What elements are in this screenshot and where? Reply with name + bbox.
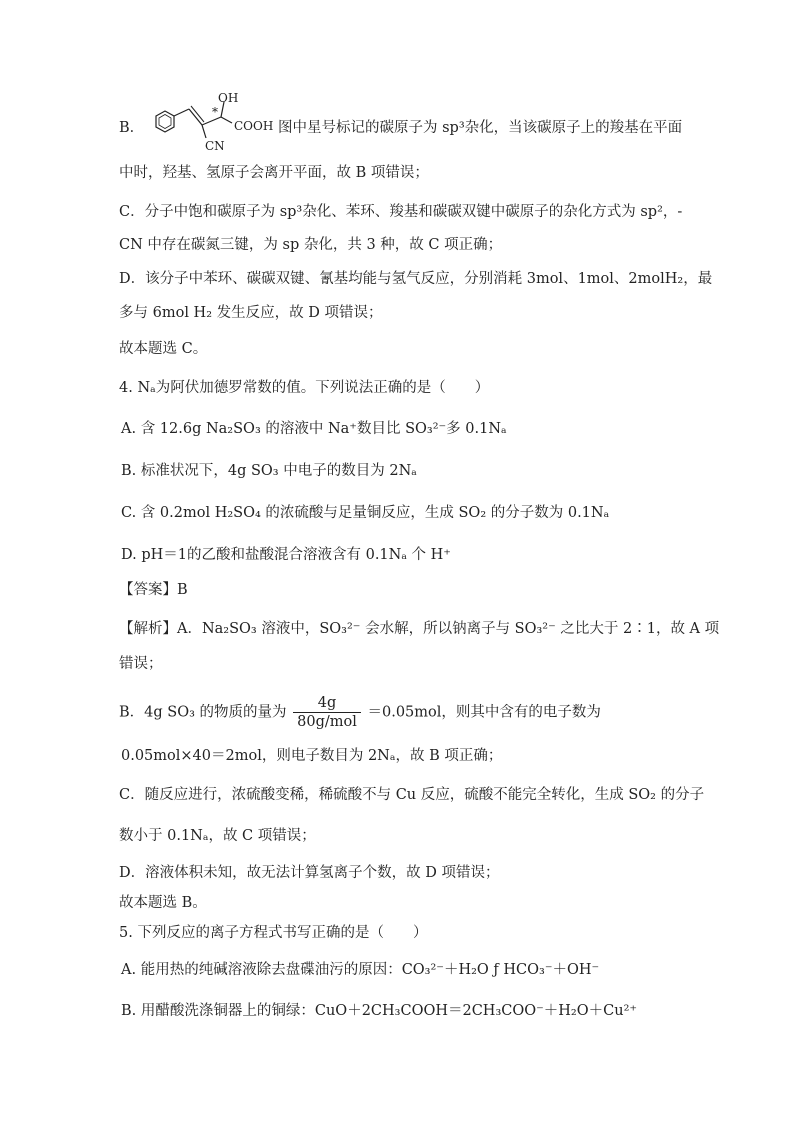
molecule-star-label: * (212, 105, 218, 119)
q4-explanation-b-line2: 0.05mol×40＝2mol，则电子数目为 2Nₐ，故 B 项正确； (121, 748, 503, 764)
molecule-oh-label: OH (218, 91, 239, 105)
option-b-line2: 中时，羟基、氢原子会离开平面，故 B 项错误； (119, 165, 429, 181)
q4-explanation-d: D．溶液体积未知，故无法计算氢离子个数，故 D 项错误； (119, 865, 500, 881)
fraction (293, 694, 361, 731)
question-4-option-d: D. pH＝1的乙酸和盐酸混合溶液含有 0.1Nₐ 个 H⁺ (121, 547, 451, 563)
q4-explanation-c-line2: 数小于 0.1Nₐ，故 C 项错误； (119, 828, 316, 844)
conclusion-q3: 故本题选 C。 (119, 341, 208, 357)
fraction-denominator: 80g/mol (297, 714, 357, 730)
molecule-structure (142, 90, 277, 154)
q4-explanation-c-line1: C．随反应进行，浓硫酸变稀，稀硫酸不与 Cu 反应，硫酸不能完全转化，生成 SO₂ 的分子 (119, 787, 705, 803)
q4-exp-b-prefix: B．4g SO₃ 的物质的量为 (119, 704, 287, 721)
option-c-line1: C．分子中饱和碳原子为 sp³杂化、苯环、羧基和碳碳双键中碳原子的杂化方式为 sp²，- (119, 204, 683, 220)
option-d-line2: 多与 6mol H₂ 发生反应，故 D 项错误； (119, 305, 383, 321)
q4-exp-b-suffix: ＝0.05mol，则其中含有的电子数为 (367, 704, 601, 721)
question-4-option-b: B. 标准状况下，4g SO₃ 中电子的数目为 2Nₐ (121, 463, 417, 479)
option-c-line2: CN 中存在碳氮三键，为 sp 杂化，共 3 种，故 C 项正确； (119, 237, 503, 253)
question-4-stem: 4. Nₐ为阿伏加德罗常数的值。下列说法正确的是（ ） (119, 380, 490, 396)
molecule-cn-label: CN (205, 139, 225, 153)
question-5-option-a: A. 能用热的纯碱溶液除去盘碟油污的原因：CO₃²⁻＋H₂O ƒ HCO₃⁻＋OH⁻ (121, 962, 600, 978)
question-5-stem: 5. 下列反应的离子方程式书写正确的是（ ） (119, 925, 428, 941)
question-4-option-c: C. 含 0.2mol H₂SO₄ 的浓硫酸与足量铜反应，生成 SO₂ 的分子数为 0.1Nₐ (121, 505, 610, 521)
option-d-line1: D．该分子中苯环、碳碳双键、氰基均能与氢气反应，分别消耗 3mol、1mol、2molH₂，最 (119, 271, 713, 287)
question-4-option-a: A. 含 12.6g Na₂SO₃ 的溶液中 Na⁺数目比 SO₃²⁻多 0.1Nₐ (121, 421, 507, 437)
question-5-option-b: B. 用醋酸洗涤铜器上的铜绿：CuO＋2CH₃COOH＝2CH₃COO⁻＋H₂O＋Cu²⁺ (121, 1003, 638, 1019)
option-b-prefix: B． (119, 120, 145, 136)
molecule-cooh-label: COOH (234, 119, 274, 133)
q4-explanation-a-line1: 【解析】A．Na₂SO₃ 溶液中，SO₃²⁻ 会水解，所以钠离子与 SO₃²⁻ 之比大于 2∶1，故 A 项 (119, 621, 720, 637)
fraction-numerator: 4g (293, 694, 361, 713)
question-4-answer: 【答案】B (119, 582, 188, 598)
option-b-line1: 图中星号标记的碳原子为 sp³杂化，当该碳原子上的羧基在平面 (278, 120, 683, 136)
q4-explanation-a-line2: 错误； (119, 656, 163, 672)
conclusion-q4: 故本题选 B。 (119, 895, 207, 911)
q4-explanation-b-line1 (119, 694, 601, 731)
